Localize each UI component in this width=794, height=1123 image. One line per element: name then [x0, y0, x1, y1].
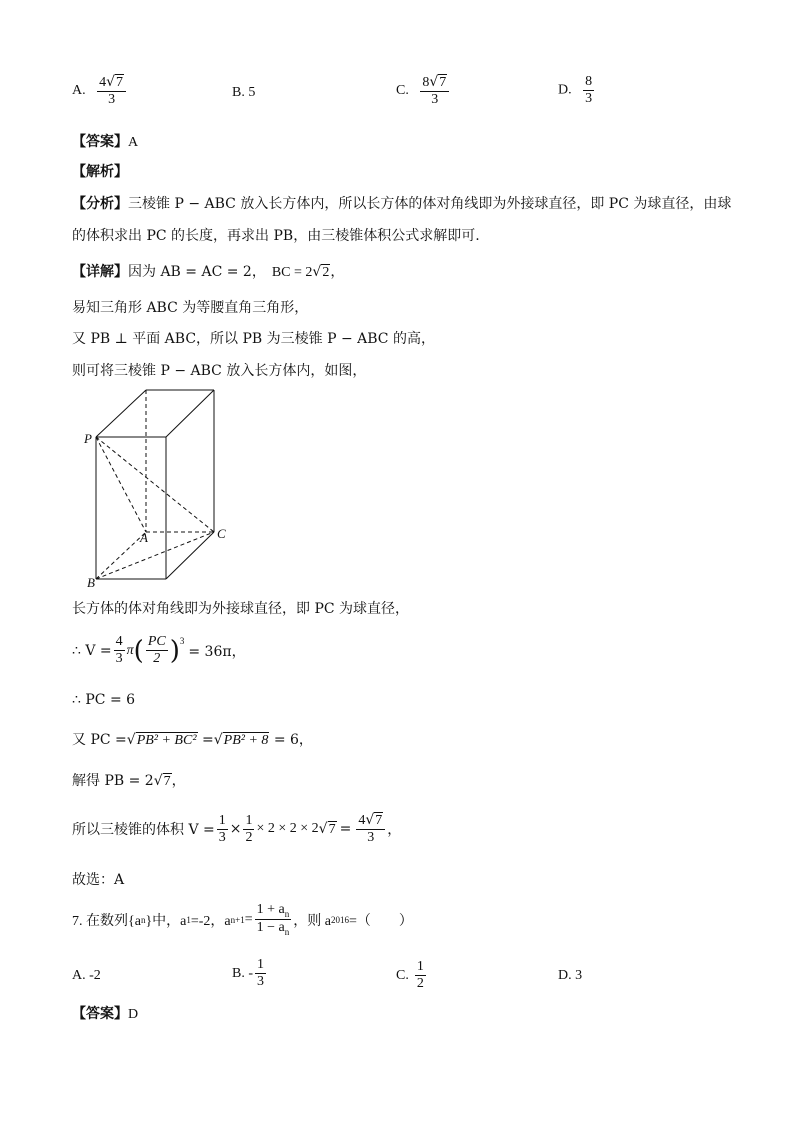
sphere-diameter-line: 长方体的体对角线即为外接球直径，即 PC 为球直径，: [72, 601, 410, 617]
q6-option-d: D. $\frac{8}{3}$: [558, 74, 593, 107]
pc-pythagoras-equation: 又 PC =√PB² + BC² =√PB² + 8 = 6，: [72, 732, 313, 748]
detail-line-1: 【详解】因为 AB = AC = 2， BC = 2√2，: [72, 264, 345, 280]
detail-line-4: 则可将三棱锥 P − ABC 放入长方体内，如图，: [72, 363, 367, 379]
solve-pb: 解得 PB = 2√7，: [72, 773, 186, 789]
figure-label-b: B: [87, 575, 95, 590]
q7-stem: 7. 在数列{a n }中，a 1 =-2，a n+1 = $\frac{1 + a_n}{1 - a_n}$ ，则 a 2016 =（ ）: [72, 902, 413, 937]
analysis-line-1: 【分析】三棱锥 P − ABC 放入长方体内，所以长方体的体对角线即为外接球直径，即 PC 为球直径，由球: [72, 196, 732, 212]
option-a-fraction: $\frac{4√7}{3}$: [97, 74, 126, 108]
detail-line-3: 又 PB ⊥ 平面 ABC，所以 PB 为三棱锥 P − ABC 的高，: [72, 331, 435, 347]
answer-q7: 【答案】D: [72, 1006, 139, 1022]
q6-option-c: C. $\frac{8√7}{3}$: [396, 74, 451, 108]
figure-label-c: C: [217, 526, 226, 541]
q6-option-a: [72, 74, 128, 108]
detail-line-2: 易知三角形 ABC 为等腰直角三角形，: [72, 300, 309, 316]
q7-option-b: B. - $\frac{1}{3}$: [232, 957, 264, 990]
option-d-fraction: $\frac{8}{3}$: [585, 74, 593, 107]
figure-label-p: P: [84, 431, 92, 446]
choose-answer: 故选：A: [72, 872, 125, 888]
analysis-line-2: 的体积求出 PC 的长度，再求出 PB，由三棱锥体积公式求解即可.: [72, 228, 480, 244]
q6-option-b: B. 5: [232, 85, 256, 100]
q7-option-a: A. -2: [72, 968, 101, 983]
jiexi-heading: 【解析】: [72, 164, 128, 180]
answer-q6: 【答案】A: [72, 134, 139, 150]
figure-label-a: A: [140, 530, 148, 545]
option-a-label: A.: [72, 83, 86, 99]
q7-option-c: C. $\frac{1}{2}$: [396, 959, 424, 992]
pc-equals-6: ∴ PC = 6: [72, 692, 136, 708]
box-pyramid-figure: [82, 387, 242, 592]
pyramid-volume-equation: 所以三棱锥的体积 V = $\frac{1}{3}$ × $\frac{1}{2}$ × 2 × 2 × 2 √ 7 = $\frac{4√7}{3}$ ，: [72, 812, 402, 846]
volume-equation: ∴ V = $\frac{4}{3}$ π ( $\frac{PC}{2}$ ) $^3$ = 36π，: [72, 634, 246, 667]
option-c-fraction: $\frac{8√7}{3}$: [420, 74, 449, 108]
q7-option-d: D. 3: [558, 968, 583, 983]
